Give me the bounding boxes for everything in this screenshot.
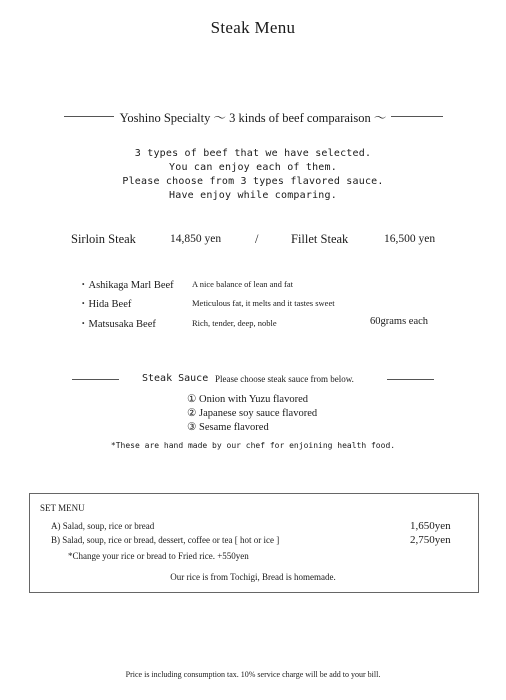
portion-size: 60grams each xyxy=(370,316,429,327)
fillet-steak-price: 16,500 yen xyxy=(384,233,436,245)
sauce-option-sesame: ③ Sesame flavored xyxy=(187,422,269,433)
intro-line: 3 types of beef that we have selected. xyxy=(134,148,372,159)
intro-line: Please choose from 3 types flavored sauce. xyxy=(122,176,384,187)
beef-name-ashikaga: ・Ashikaga Marl Beef xyxy=(78,280,174,291)
sauce-option-yuzu: ① Onion with Yuzu flavored xyxy=(187,394,309,405)
heading-rule-right xyxy=(391,116,443,117)
set-menu-item-b: B) Salad, soup, rice or bread, dessert, coffee or tea [ hot or ice ] xyxy=(51,535,280,545)
sirloin-steak-name: Sirloin Steak xyxy=(71,232,136,246)
set-menu-heading: SET MENU xyxy=(40,503,85,513)
steak-separator: / xyxy=(255,232,259,246)
beef-name-matsusaka: ・Matsusaka Beef xyxy=(78,319,156,330)
set-menu-change-note: *Change your rice or bread to Fried rice. +550yen xyxy=(68,551,249,561)
footer-tax-note: Price is including consumption tax. 10% service charge will be add to your bill. xyxy=(125,670,381,679)
beef-desc-hida: Meticulous fat, it melts and it tastes sweet xyxy=(192,298,335,308)
sauce-instruction: Please choose steak sauce from below. xyxy=(215,374,354,384)
sauce-note: *These are hand made by our chef for enjoining health food. xyxy=(110,441,396,450)
intro-line: You can enjoy each of them. xyxy=(169,162,337,173)
beef-name-hida: ・Hida Beef xyxy=(78,299,132,310)
sirloin-steak-price: 14,850 yen xyxy=(170,233,222,245)
set-menu-price-b: 2,750yen xyxy=(410,534,451,546)
sauce-rule-left xyxy=(72,379,119,380)
set-menu-price-a: 1,650yen xyxy=(410,520,451,532)
beef-desc-ashikaga: A nice balance of lean and fat xyxy=(192,279,294,289)
sauce-option-soy: ② Japanese soy sauce flavored xyxy=(187,408,318,419)
sauce-rule-right xyxy=(387,379,434,380)
intro-line: Have enjoy while comparing. xyxy=(169,190,337,201)
set-menu-item-a: A) Salad, soup, rice or bread xyxy=(51,521,155,531)
set-menu-origin-note: Our rice is from Tochigi, Bread is homemade. xyxy=(170,572,336,582)
fillet-steak-name: Fillet Steak xyxy=(291,232,349,246)
page-title: Steak Menu xyxy=(210,18,296,37)
beef-desc-matsusaka: Rich, tender, deep, noble xyxy=(192,318,277,328)
sauce-title: Steak Sauce xyxy=(142,373,209,384)
specialty-heading: Yoshino Specialty ～ 3 kinds of beef comparaison ～ xyxy=(119,111,387,125)
